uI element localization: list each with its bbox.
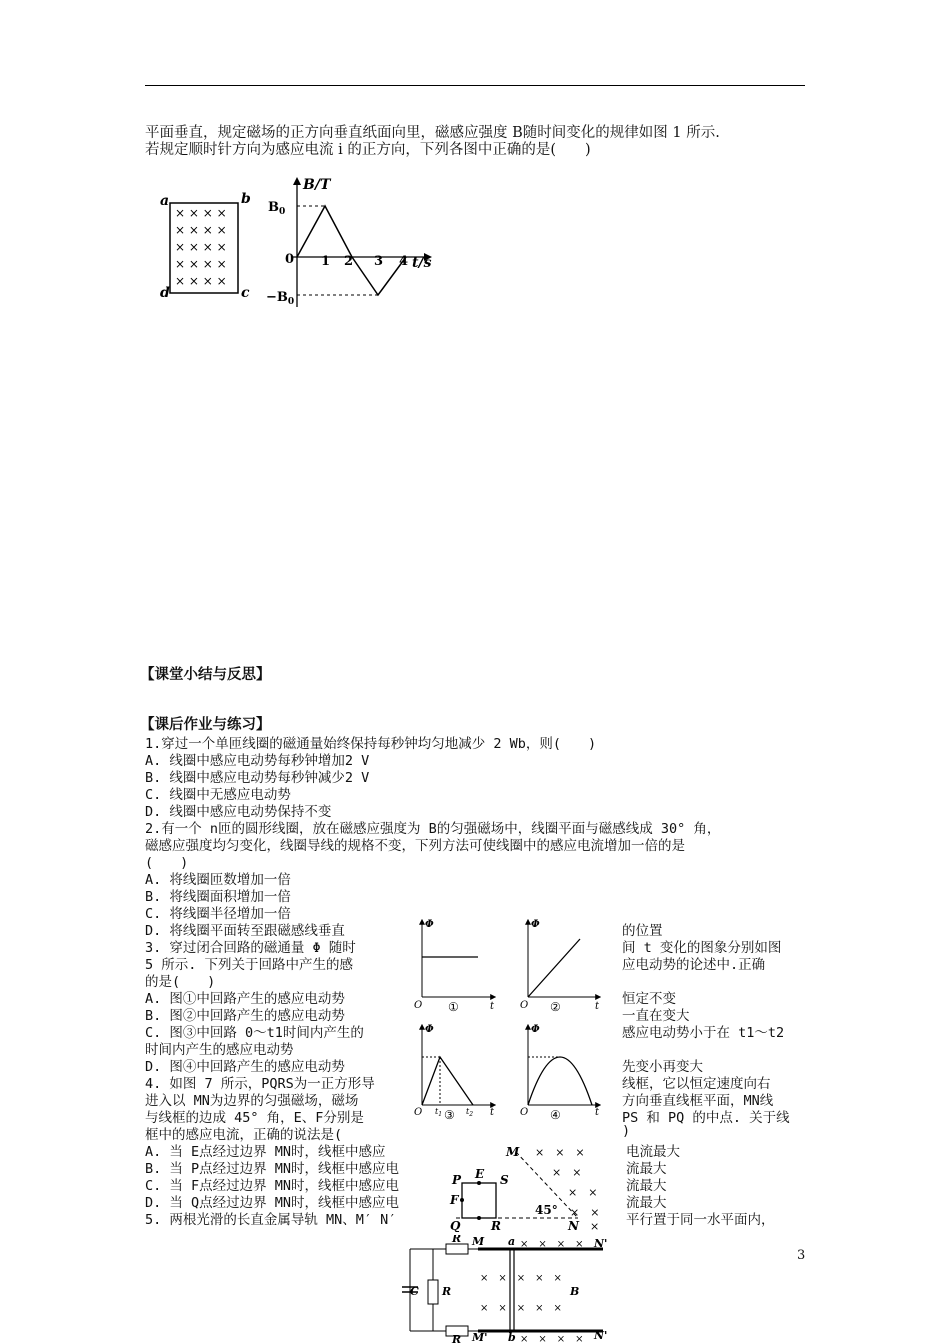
q3-left-5: B. 图②中回路产生的感应电动势: [145, 1008, 345, 1024]
svg-text:× ×: × ×: [570, 1206, 600, 1219]
q4-left-7: C. 当 F点经过边界 MN时，线框中感应电: [145, 1178, 400, 1194]
graph-3-num: ③: [444, 1108, 455, 1120]
label-P: P: [452, 1173, 462, 1187]
q3-right-1: 间 t 变化的图象分别如图: [622, 940, 782, 956]
label-N: N': [594, 1237, 608, 1250]
label-C: C: [410, 1285, 419, 1298]
graph-4: [520, 1024, 600, 1120]
tick-zero: 0: [285, 252, 295, 267]
q2-option-c: C. 将线圈半径增加一倍: [145, 906, 291, 922]
q4-right-4: ): [622, 1123, 631, 1139]
svg-text:× × × ×: × × × ×: [520, 1334, 584, 1344]
summary-heading: 【课堂小结与反思】: [140, 666, 271, 683]
q4-right-1: 线框，它以恒定速度向右: [622, 1076, 771, 1092]
graph-2-t: t: [595, 1001, 600, 1012]
tick-4: 4: [399, 254, 409, 269]
q3-left-2: 5 所示. 下列关于回路中产生的感: [145, 957, 354, 973]
q4-left-4: 框中的感应电流，正确的说法是(: [145, 1127, 343, 1143]
q2-option-b: B. 将线圈面积增加一倍: [145, 889, 291, 905]
label-F: F: [450, 1193, 459, 1207]
q2-option-d-tail: 的位置: [622, 923, 663, 939]
label-M: M: [506, 1145, 520, 1159]
label-R2: R: [442, 1285, 452, 1298]
q3-left-4: A. 图①中回路产生的感应电动势: [145, 991, 345, 1007]
q1-option-a: A. 线圈中感应电动势每秒钟增加2 V: [145, 753, 370, 769]
q3-right-2: 应电动势的论述中.正确: [622, 957, 766, 973]
label-angle: 45°: [535, 1203, 558, 1217]
q4-figure: [440, 1140, 620, 1232]
graph-4-num: ④: [550, 1108, 561, 1120]
graph-3: [414, 1024, 495, 1120]
graph-3-phi: Φ: [425, 1024, 434, 1035]
corner-b: b: [241, 191, 251, 207]
svg-text:× × × ×: × × × ×: [175, 274, 227, 288]
graph-1-t: t: [490, 1001, 495, 1012]
svg-text:× ×: × ×: [568, 1186, 598, 1199]
svg-text:× × ×: × × ×: [535, 1146, 585, 1159]
graph-4-o: O: [520, 1107, 529, 1118]
tick-1: 1: [321, 254, 331, 269]
q5-left: 5. 两根光滑的长直金属导轨 MN、M′ N′: [145, 1212, 397, 1228]
q1-stem: 1.穿过一个单匝线圈的磁通量始终保持每秒钟均匀地减少 2 Wb，则( ): [145, 736, 597, 752]
tick-neg-b0: $-B_0$: [266, 290, 295, 307]
figure-1: [150, 175, 440, 315]
corner-d: d: [160, 285, 170, 301]
q1-option-d: D. 线圈中感应电动势保持不变: [145, 804, 332, 820]
graph-2-o: O: [520, 1000, 529, 1011]
q2-stem-2: 磁感应强度均匀变化，线圈导线的规格不变，下列方法可使线圈中的感应电流增加一倍的是: [145, 838, 685, 854]
q2-stem-1: 2.有一个 n匝的圆形线圈，放在磁感应强度为 B的匀强磁场中，线圈平面与磁感线成 30° 角，: [145, 821, 721, 837]
label-B: B: [570, 1285, 580, 1298]
q3-right-6: 感应电动势小于在 t1～t2: [622, 1025, 785, 1041]
label-Q: Q: [450, 1219, 461, 1232]
q3-left-3: 的是( ): [145, 974, 216, 990]
intro-line-1: 平面垂直，规定磁场的正方向垂直纸面向里，磁感应强度 B随时间变化的规律如图 1 所示.: [145, 125, 720, 141]
q4-left-8: D. 当 Q点经过边界 MN时，线框中感应电: [145, 1195, 400, 1211]
q1-option-b: B. 线圈中感应电动势每秒钟减少2 V: [145, 770, 370, 786]
graph-2-phi: Φ: [531, 919, 540, 930]
q4-right-6: 流最大: [626, 1161, 667, 1177]
label-M: M: [472, 1235, 485, 1248]
label-R1: R: [452, 1235, 462, 1245]
q4-right-7: 流最大: [626, 1178, 667, 1194]
q3-graphs: [410, 915, 620, 1120]
intro-line-2: 若规定顺时针方向为感应电流 i 的正方向，下列各图中正确的是( ): [145, 142, 591, 158]
q3-left-8: D. 图④中回路产生的感应电动势: [145, 1059, 345, 1075]
q3-right-8: 先变小再变大: [622, 1059, 703, 1075]
q5-figure: [398, 1235, 628, 1344]
q3-left-6: C. 图③中回路 0～t1时间内产生的: [145, 1025, 364, 1041]
q2-option-a: A. 将线圈匝数增加一倍: [145, 872, 291, 888]
svg-text:× × × ×: × × × ×: [175, 240, 227, 254]
header-rule: [145, 85, 805, 86]
graph-4-phi: Φ: [531, 1024, 540, 1035]
q4-right-5: 电流最大: [626, 1144, 680, 1160]
graph-2-num: ②: [550, 1000, 561, 1014]
label-N: N: [568, 1219, 579, 1232]
label-M2: M': [472, 1331, 488, 1344]
svg-text:× × × ×: × × × ×: [175, 223, 227, 237]
q4-left-3: 与线框的边成 45° 角，E、F分别是: [145, 1110, 364, 1126]
graph-1-o: O: [414, 1000, 423, 1011]
q3-right-4: 恒定不变: [622, 991, 676, 1007]
q1-option-c: C. 线圈中无感应电动势: [145, 787, 291, 803]
graph-3-o: O: [414, 1107, 423, 1118]
graph-3-t2: $t_2$: [466, 1107, 474, 1118]
svg-text:× × × ×: × × × ×: [520, 1239, 584, 1250]
label-N2: N': [594, 1329, 608, 1342]
graph-4-t: t: [595, 1107, 600, 1118]
graph-1: [414, 919, 495, 1014]
q4-left-5: A. 当 E点经过边界 MN时，线框中感应: [145, 1144, 386, 1160]
cross-field: [175, 206, 227, 288]
label-R3: R: [452, 1333, 462, 1344]
q2-stem-3: ( ): [145, 855, 189, 871]
axis-y-label: B/T: [303, 177, 331, 193]
homework-heading: 【课后作业与练习】: [140, 716, 271, 733]
q3-right-5: 一直在变大: [622, 1008, 690, 1024]
graph-3-t: t: [490, 1107, 495, 1118]
svg-text:× × × × ×: × × × × ×: [480, 1303, 562, 1314]
tick-3: 3: [374, 254, 384, 269]
label-R: R: [491, 1219, 501, 1232]
q4-right-8: 流最大: [626, 1195, 667, 1211]
resistor-middle: [428, 1280, 438, 1304]
graph-1-num: ①: [448, 1000, 459, 1014]
tick-b0: $B_0$: [268, 200, 286, 217]
graph-3-t1: $t_1$: [435, 1107, 443, 1118]
svg-text:× × × ×: × × × ×: [175, 257, 227, 271]
q4-left-1: 4. 如图 7 所示，PQRS为一正方形导: [145, 1076, 375, 1092]
q4-right-2: 方向垂直线框平面，MN线: [622, 1093, 774, 1109]
axis-x-label: t/s: [412, 255, 432, 271]
resistor-top: [446, 1244, 468, 1254]
q5-right: 平行置于同一水平面内，: [626, 1212, 775, 1228]
svg-text:× ×: × ×: [552, 1166, 582, 1179]
label-a: a: [508, 1235, 516, 1248]
graph-2: [520, 919, 600, 1014]
q3-left-7: 时间内产生的感应电动势: [145, 1042, 294, 1058]
label-b: b: [508, 1331, 516, 1344]
svg-text:× × × ×: × × × ×: [175, 206, 227, 220]
tick-2: 2: [344, 254, 354, 269]
corner-c: c: [241, 285, 250, 301]
q4-right-3: PS 和 PQ 的中点. 关于线: [622, 1110, 790, 1126]
q4-left-6: B. 当 P点经过边界 MN时，线框中感应电: [145, 1161, 400, 1177]
svg-text:× × × × ×: × × × × ×: [480, 1273, 562, 1284]
q3-left-1: 3. 穿过闭合回路的磁通量 Φ 随时: [145, 940, 356, 956]
page-number: 3: [797, 1248, 806, 1263]
q2-option-d: D. 将线圈平面转至跟磁感线垂直: [145, 923, 345, 939]
corner-a: a: [160, 193, 170, 209]
q4-left-2: 进入以 MN为边界的匀强磁场，磁场: [145, 1093, 359, 1109]
label-S: S: [500, 1173, 509, 1187]
graph-1-phi: Φ: [425, 919, 434, 930]
svg-text:×: ×: [590, 1220, 600, 1232]
label-E: E: [475, 1167, 485, 1181]
b-t-curve: [297, 206, 409, 295]
